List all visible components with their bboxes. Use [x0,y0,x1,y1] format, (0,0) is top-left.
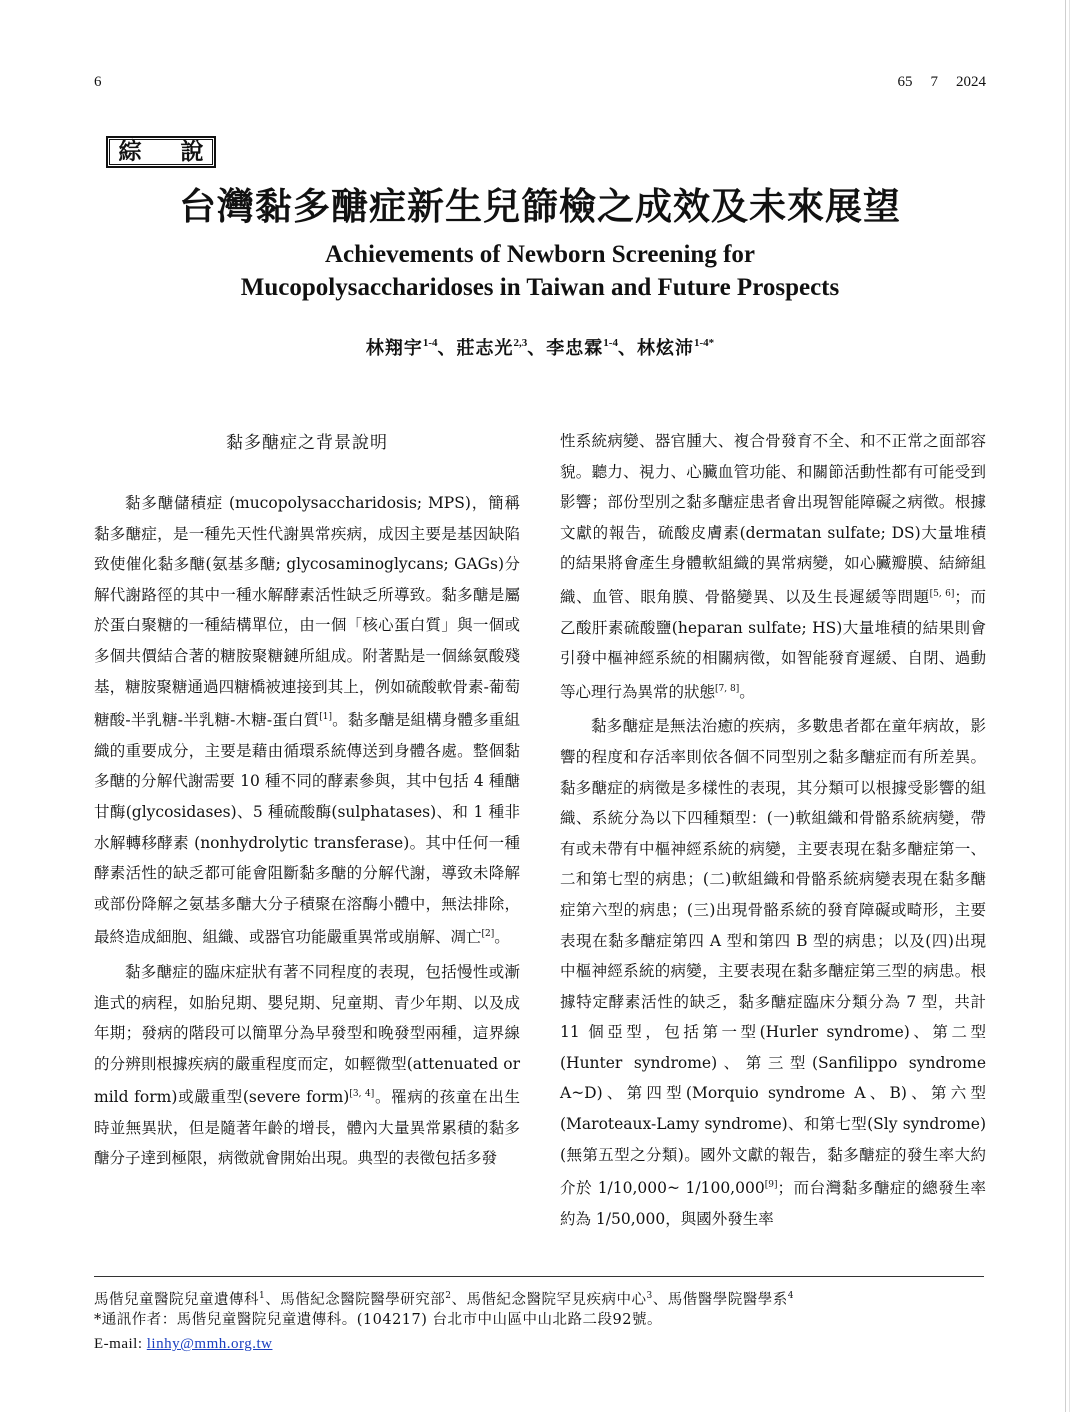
affiliation: 馬偕兒童醫院兒童遺傳科 [94,1292,259,1308]
affiliation: 、馬偕紀念醫院罕見疾病中心 [451,1292,647,1308]
citation: [5, 6] [929,588,955,599]
affiliation-number: 4 [787,1291,794,1301]
author-affiliation: 1-4 [603,337,618,349]
paragraph-text: 。 [739,682,755,701]
article-type-badge: 綜 說 [106,136,216,168]
body-column-right [560,426,986,1238]
paragraph-text: 。黏多醣是組構身體多重組織的重要成分，主要是藉由循環系統傳送到身體各處。整個黏多醣的分解代謝需要 10 種不同的酵素參與，其中包括 4 種醣甘酶(glycosidases)、5 種硫酸酶(sulphatases)、和 1 種非水解轉移酵素 (nonhydrolytic transferase)。其中任何一種酵素活性的缺乏都可能會阻斷黏多醣的分解代謝，導致未降解或部份降解之氨基多醣大分子積聚在溶酶小體中，無法排除，最終造成細胞、組織、或器官功能嚴重異常或崩解、凋亡 [94,711,520,947]
section-heading: 黏多醣症之背景說明 [226,433,388,453]
title-chinese: 台灣黏多醣症新生兒篩檢之成效及未來展望 [179,184,901,228]
citation: [7, 8] [715,683,740,694]
article-type-badge-inner-border [109,139,213,165]
paragraph [560,426,986,707]
paragraph-text: 性系統病變、器官腫大、複合骨發育不全、和不正常之面部容貌。聽力、視力、心臟血管功能、和關節活動性都有可能受到影響；部份型別之黏多醣症患者會出現智能障礙之病徵。根據文獻的報告，硫酸皮膚素(dermatan sulfate; DS)大量堆積的結果將會產生身體軟組織的異常病變，如心臟瓣膜、結締組織、血管、眼角膜、骨骼變異、以及生長遲緩等問題 [560,432,986,606]
paragraph-text: 。罹病的孩童在出生時並無異狀，但是隨著年齡的增長，體內大量異常累積的黏多醣分子達到極限，病徵就會開始出現。典型的表徵包括多發 [94,1088,520,1168]
body-column-left [94,488,520,1178]
paragraph-text: 黏多醣儲積症 (mucopolysaccharidosis; MPS)，簡稱黏多醣症，是一種先天性代謝異常疾病，成因主要是基因缺陷致使催化黏多醣(氨基多醣; glycosaminoglycans; GAGs)分解代謝路徑的其中一種水解酵素活性缺乏所導致。黏多醣是屬於蛋白聚糖的一種結構單位，由一個「核心蛋白質」與一個或多個共價結合著的糖胺聚糖鏈所組成。附著點是一個絲氨酸殘基，糖胺聚糖通過四糖橋被連接到其上，例如硫酸軟骨素-葡萄糖酸-半乳糖-半乳糖-木糖-蛋白質 [94,494,520,730]
journal-issue-info [880,74,987,91]
author-affiliation: 2,3 [513,337,528,349]
author-affiliation: 1-4* [693,337,715,349]
paragraph-text: 黏多醣症是無法治癒的疾病，多數患者都在童年病故，影響的程度和存活率則依各個不同型別之黏多醣症而有所差異。黏多醣症的病徵是多樣性的表現，其分類可以根據受影響的組織、系統分為以下四種類型：(一)軟組織和骨骼系統病變，帶有或未帶有中樞神經系統的病變，主要表現在黏多醣症第一、二和第七型的病患；(二)軟組織和骨骼系統病變表現在黏多醣症第六型的病患；(三)出現骨骼系統的發育障礙或畸形，主要表現在黏多醣症第四 A 型和第四 B 型的病患；以及(四)出現中樞神經系統的病變，主要表現在黏多醣症第三型的病患。根據特定酵素活性的缺乏，黏多醣症臨床分類分為 7 型，共計 11 個亞型，包括第一型(Hurler syndrome)、第二型(Hunter syndrome)、第三型(Sanfilippo syndrome A~D)、第四型(Morquio syndrome A、B)、第六型(Maroteaux-Lamy syndrome)、和第七型(Sly syndrome) (無第五型之分類)。國外文獻的報告，黏多醣症的發生率大約介於 1/10,000~ 1/100,000 [560,717,986,1198]
paragraph [94,488,520,953]
paragraph-text: 黏多醣症的臨床症狀有著不同程度的表現，包括慢性或漸進式的病程，如胎兒期、嬰兒期、兒童期、青少年期、以及成年期；發病的階段可以簡單分為早發型和晚發型兩種，這界線的分辨則根據疾病的嚴重程度而定，如輕微型(attenuated or mild form)或嚴重型(severe form) [94,962,520,1107]
affiliation-number: 2 [445,1291,452,1301]
citation: [9] [764,1180,778,1191]
author-separator: 、 [527,338,547,359]
paragraph [94,957,520,1174]
footnote-divider [94,1276,984,1277]
author-name: 莊志光 [456,338,514,359]
author-name: 林翔宇 [365,338,423,359]
issue-number: 7 [930,74,938,90]
correspondence-note: *通訊作者：馬偕兒童醫院兒童遺傳科。(104217) 台北市中山區中山北路二段92號。 [94,1312,662,1328]
author-name: 林炫沛 [636,338,694,359]
author-separator: 、 [437,338,457,359]
volume-number: 65 [897,74,913,90]
email-line [94,1332,272,1356]
author-name: 李忠霖 [546,338,604,359]
paragraph-text: 。 [494,928,510,947]
citation: [3, 4] [349,1089,375,1100]
paragraph-text: ；而台灣黏多醣症的總發生率約為 1/50,000，與國外發生率 [560,1179,986,1228]
email-link[interactable]: linhy@mmh.org.tw [146,1336,273,1352]
author-list [0,334,1080,360]
affiliation-number: 1 [259,1291,266,1301]
paragraph [560,711,986,1234]
page-number: 6 [94,74,102,90]
affiliation: 、馬偕紀念醫院醫學研究部 [265,1292,446,1308]
citation: [2] [481,929,495,940]
affiliation: 、馬偕醫學院醫學系 [652,1292,788,1308]
affiliation-number: 3 [646,1291,653,1301]
citation: [1] [319,712,333,723]
title-english-line-1: Achievements of Newborn Screening for [324,241,756,268]
author-affiliation: 1-4 [422,337,438,349]
title-english-line-2: Mucopolysaccharidoses in Taiwan and Future Prospects [240,274,840,301]
author-separator: 、 [617,338,637,359]
title-english [0,238,1080,304]
year: 2024 [956,74,986,90]
paragraph-text: ；而乙酸肝素硫酸鹽(heparan sulfate; HS)大量堆積的結果則會引發中樞神經系統的相關病徵，如智能發育遲緩、自閉、過動等心理行為異常的狀態 [560,587,986,701]
email-label: E-mail: [94,1336,147,1352]
